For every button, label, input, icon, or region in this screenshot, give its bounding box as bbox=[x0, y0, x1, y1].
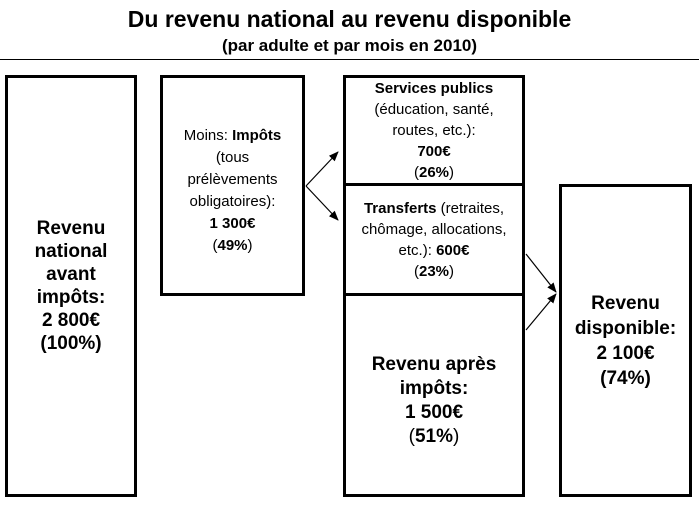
disposable-label-line1: Revenu bbox=[591, 292, 660, 314]
transfers-desc-line2: chômage, allocations, bbox=[361, 220, 507, 238]
diagram-subtitle: (par adulte et par mois en 2010) bbox=[221, 36, 478, 55]
after-tax-label-line2: impôts: bbox=[399, 378, 469, 399]
taxes-label: Impôts bbox=[232, 126, 282, 144]
arrow-taxes-to-transfers bbox=[306, 186, 338, 220]
taxes-open-paren: ( bbox=[212, 236, 218, 254]
after-tax-open-paren: ( bbox=[408, 426, 415, 447]
transfers-amount: 600€ bbox=[436, 241, 470, 259]
transfers-desc-line1: (retraites, bbox=[436, 199, 505, 217]
national-label-line2: national bbox=[34, 241, 108, 262]
services-close-paren: ) bbox=[449, 164, 455, 181]
services-desc-line1: (éducation, santé, bbox=[374, 101, 494, 118]
after-tax-close-paren: ) bbox=[453, 426, 460, 447]
after-tax-label-line1: Revenu après bbox=[371, 354, 497, 375]
national-label-line1: Revenu bbox=[36, 218, 106, 239]
national-percent: (100%) bbox=[40, 333, 102, 354]
taxes-percent: 49% bbox=[217, 236, 248, 254]
disposable-percent: (74%) bbox=[600, 367, 651, 389]
national-amount: 2 800€ bbox=[41, 310, 101, 331]
services-desc-line2: routes, etc.): bbox=[392, 122, 476, 139]
taxes-close-paren: ) bbox=[247, 236, 253, 254]
diagram-title: Du revenu national au revenu disponible bbox=[127, 6, 572, 32]
arrow-after-tax-to-disposable bbox=[526, 294, 556, 330]
services-label: Services publics bbox=[374, 80, 494, 97]
services-percent: 26% bbox=[418, 164, 450, 181]
taxes-desc-line3: obligatoires): bbox=[189, 192, 276, 210]
disposable-label-line2: disponible: bbox=[574, 317, 677, 339]
transfers-close-paren: ) bbox=[449, 262, 455, 280]
taxes-amount: 1 300€ bbox=[209, 214, 256, 232]
taxes-desc-line1: (tous bbox=[215, 148, 250, 166]
arrow-transfers-to-disposable bbox=[526, 254, 556, 292]
transfers-percent: 23% bbox=[418, 262, 450, 280]
taxes-prefix: Moins: bbox=[183, 126, 233, 144]
national-label-line3: avant bbox=[46, 264, 96, 285]
services-amount: 700€ bbox=[417, 143, 451, 160]
disposable-amount: 2 100€ bbox=[596, 342, 655, 364]
arrow-taxes-to-services bbox=[306, 152, 338, 186]
transfers-open-paren: ( bbox=[413, 262, 419, 280]
transfers-desc-line3: etc.): bbox=[398, 241, 437, 259]
after-tax-amount: 1 500€ bbox=[404, 402, 464, 423]
after-tax-percent: 51% bbox=[414, 426, 454, 447]
taxes-desc-line2: prélèvements bbox=[187, 170, 278, 188]
services-open-paren: ( bbox=[413, 164, 419, 181]
national-label-line4: impôts: bbox=[36, 287, 106, 308]
transfers-label: Transferts bbox=[363, 199, 437, 217]
